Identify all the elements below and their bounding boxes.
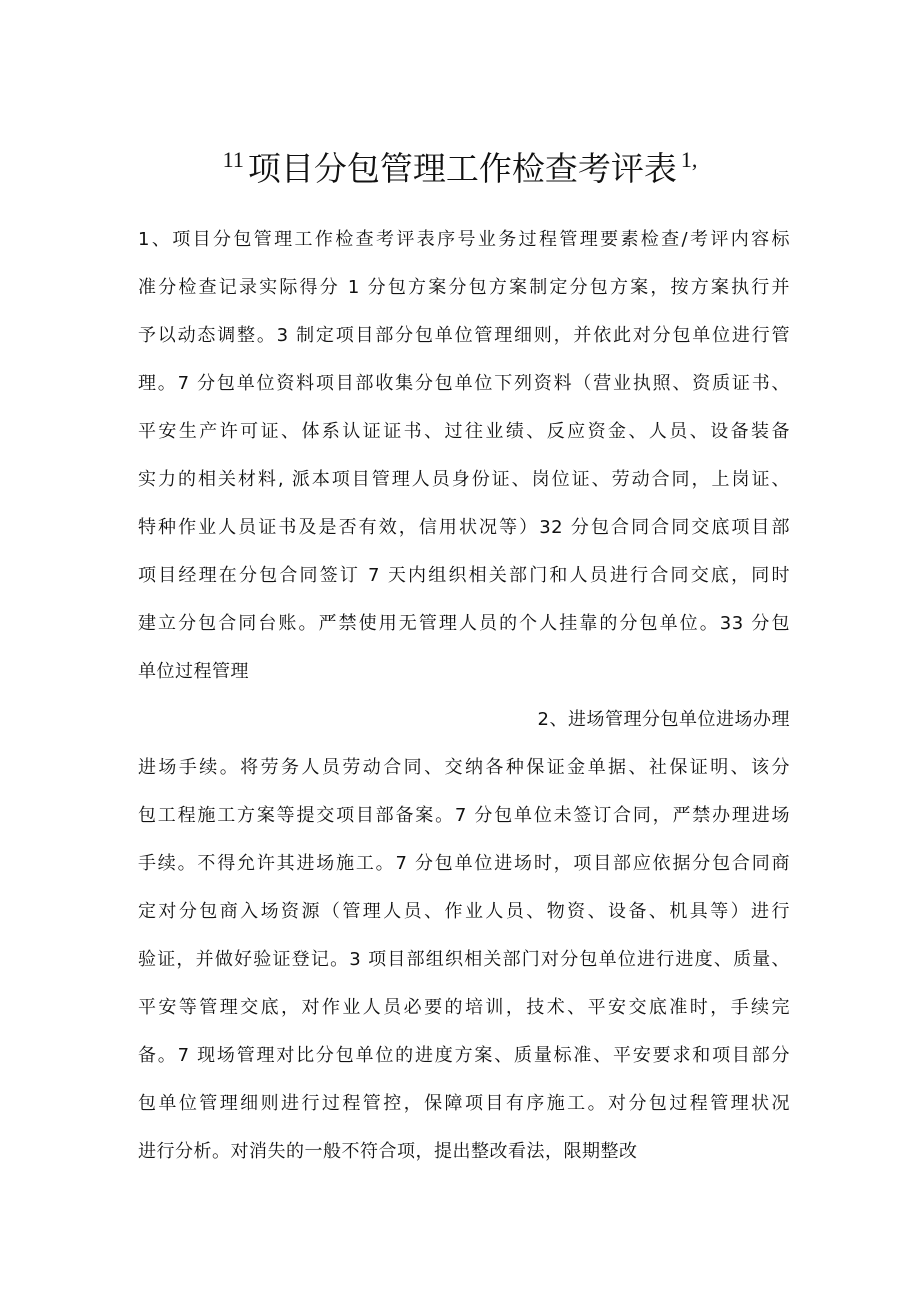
text-line-10: 单位过程管理 (138, 661, 249, 682)
text-line-19: 包单位管理细则进行过程管控，保障项目有序施工。对分包过程管理状况 (138, 1093, 790, 1114)
text-line-8: 项目经理在分包合同签订 7 天内组织相关部门和人员进行合同交底，同时 (138, 565, 790, 586)
text-line-20: 进行分析。对消失的一般不符合项，提出整改看法，限期整改 (138, 1141, 638, 1162)
text-line-16: 验证，并做好验证登记。3 项目部组织相关部门对分包单位进行进度、质量、 (138, 949, 790, 970)
text-line-4: 理。7 分包单位资料项目部收集分包单位下列资料（营业执照、资质证书、 (138, 373, 790, 394)
text-line-2: 准分检查记录实际得分 1 分包方案分包方案制定分包方案，按方案执行并 (138, 277, 790, 298)
text-line-6: 实力的相关材料, 派本项目管理人员身份证、岗位证、劳动合同，上岗证、 (138, 469, 790, 490)
text-line-18: 备。7 现场管理对比分包单位的进度方案、质量标准、平安要求和项目部分 (138, 1045, 790, 1066)
text-line-1: 1、项目分包管理工作检查考评表序号业务过程管理要素检查/考评内容标 (138, 229, 790, 250)
text-line-12: 进场手续。将劳务人员劳动合同、交纳各种保证金单据、社保证明、该分 (138, 757, 790, 778)
text-line-11: 2、进场管理分包单位进场办理 (537, 709, 790, 730)
text-line-9: 建立分包合同台账。严禁使用无管理人员的个人挂靠的分包单位。33 分包 (138, 613, 790, 634)
document-title (0, 138, 920, 191)
text-line-5: 平安生产许可证、体系认证证书、过往业绩、反应资金、人员、设备装备 (138, 421, 790, 442)
text-line-15: 定对分包商入场资源（管理人员、作业人员、物资、设备、机具等）进行 (138, 901, 790, 922)
text-line-7: 特种作业人员证书及是否有效，信用状况等）32 分包合同合同交底项目部 (138, 517, 790, 538)
title-suffix: 1, (680, 147, 698, 172)
text-line-17: 平安等管理交底，对作业人员必要的培训，技术、平安交底准时，手续完 (138, 997, 790, 1018)
text-line-13: 包工程施工方案等提交项目部备案。7 分包单位未签订合同，严禁办理进场 (138, 805, 790, 826)
title-prefix: 11 (222, 147, 244, 172)
text-line-3: 予以动态调整。3 制定项目部分包单位管理细则，并依此对分包单位进行管 (138, 325, 790, 346)
title-text: 项目分包管理工作检查考评表 (247, 149, 677, 188)
text-line-14: 手续。不得允许其进场施工。7 分包单位进场时，项目部应依据分包合同商 (138, 853, 790, 874)
